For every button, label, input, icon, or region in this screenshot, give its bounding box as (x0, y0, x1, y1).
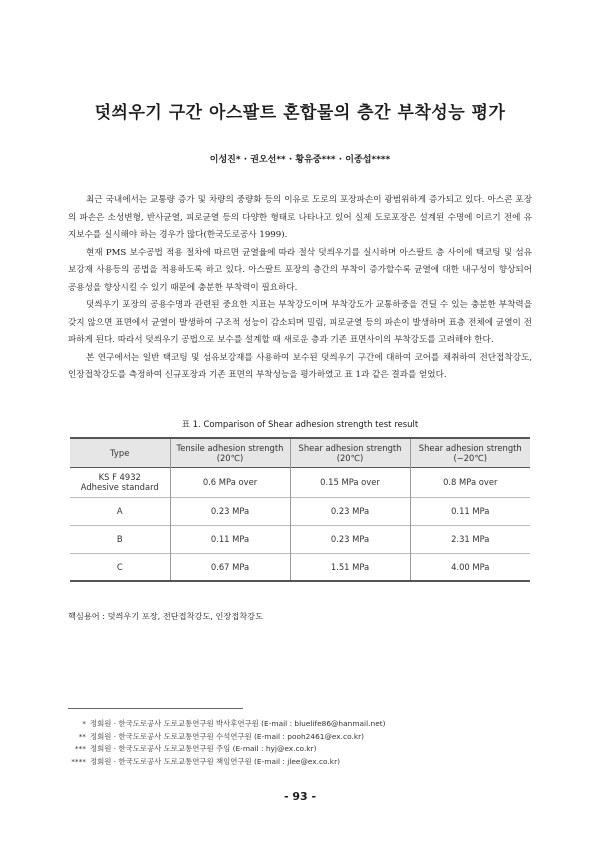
paragraph: 본 연구에서는 일반 택코팅 및 섬유보강재를 사용하여 보수된 덧씌우기 구간에 대하여 코어를 채취하여 전단접착강도, 인장접착강도를 측정하여 신규포장과 기존 표면의 부착성능을 평가하였고 표 1과 같은 결과를 얻었다. (68, 352, 532, 380)
footnote-divider (68, 708, 243, 709)
header-text: Type (110, 447, 130, 458)
value-cell: 0.23 MPa (290, 497, 410, 525)
footnote-text: 정회원 · 한국도로공사 도로교통연구원 수석연구원 (E-mail : pooh2461@ex.co.kr) (90, 731, 365, 741)
paragraph: 최근 국내에서는 교통량 증가 및 차량의 중량화 등의 이유로 도로의 포장파손이 광범위하게 증가되고 있다. 아스콘 포장의 파손은 소성변형, 반사균열, 피로균열 등의 다양한 형태로 나타나고 있어 실제 도로포장은 설계된 수명에 이르기 전에 유지보수를 실시해야 하는 경우가 많다(한국도로공사 1999). (68, 195, 532, 240)
type-cell: C (70, 553, 170, 581)
paragraph: 덧씌우기 포장의 공용수명과 관련된 중요한 지표는 부착강도이며 부착강도가 교통하중을 견딜 수 있는 충분한 부착력을 갖지 않으면 표면에서 균열이 발생하여 구조적 성능이 감소되며 밀림, 피로균열 등의 파손이 발생하며 표층 전체에 균열이 전파하게 된다. 따라서 덧씌우기 공법으로 보수를 설계할 때 새로운 층과 기존 표면사이의 부착강도를 고려해야 한다. (68, 300, 532, 345)
type-cell: A (70, 497, 170, 525)
value-cell: 0.23 MPa (170, 497, 290, 525)
header-subtext: (20℃) (216, 452, 244, 463)
page-number: - 93 - (283, 790, 317, 803)
footnote (60, 756, 540, 769)
header-cell (70, 438, 170, 467)
value-cell: 0.11 MPa (410, 497, 530, 525)
footnote (60, 718, 540, 731)
paragraph: 현재 PMS 보수공법 적용 절차에 따르면 균열율에 따라 절삭 덧씌우기를 실시하며 아스팔트 층 사이에 택코팅 및 섬유보강재 사용등의 공법을 적용하도록 하고 있다. 아스팔트 포장의 층간의 부착이 증가할수록 균열에 대한 내구성이 향상되어 공용성을 향상시킬 수 있기 때문에 충분한 부착력이 필요하다. (68, 247, 532, 293)
value-cell: 4.00 MPa (410, 553, 530, 581)
table-row (70, 497, 530, 525)
type-cell (70, 467, 170, 497)
value-cell: 0.67 MPa (170, 553, 290, 581)
footnote-mark: *** (74, 744, 86, 754)
footnote-mark: **** (71, 756, 86, 766)
value-cell: 1.51 MPa (290, 553, 410, 581)
header-cell (290, 438, 410, 467)
footnote-text: 정회원 · 한국도로공사 도로교통연구원 책임연구원 (E-mail : jlee@ex.co.kr) (90, 756, 341, 766)
header-subtext: (20℃) (336, 452, 364, 463)
table-caption: 표 1. Comparison of Shear adhesion strength test result (181, 420, 419, 430)
author-list: 이성진* · 권오선** · 황유중*** · 이종섭**** (209, 155, 391, 165)
table-row (70, 467, 530, 497)
value-cell: 0.6 MPa over (170, 467, 290, 497)
value-cell: 0.23 MPa (290, 525, 410, 553)
table-row (70, 525, 530, 553)
footnote-mark: ** (78, 731, 86, 741)
value-cell: 0.15 MPa over (290, 467, 410, 497)
abstract-body (68, 192, 532, 385)
footnote (60, 731, 540, 744)
table-header-row (70, 438, 530, 467)
results-table (70, 437, 530, 582)
footnote-mark: * (82, 719, 86, 728)
footnote-text: 정회원 · 한국도로공사 도로교통연구원 박사후연구원 (E-mail : bluelife86@hanmail.net) (90, 719, 386, 728)
type-cell: B (70, 525, 170, 553)
header-cell (410, 438, 530, 467)
value-cell: 0.8 MPa over (410, 467, 530, 497)
header-text: Shear adhesion strength (418, 442, 522, 453)
header-subtext: (−20℃) (453, 452, 488, 463)
footnote (60, 743, 540, 756)
header-cell (170, 438, 290, 467)
keywords: 핵심용어 : 덧씌우기 포장, 전단접착강도, 인장접착강도 (68, 611, 263, 621)
footnote-text: 정회원 · 한국도로공사 도로교통연구원 주임 (E-mail : hyj@ex.co.kr) (90, 744, 317, 754)
type-subtext: Adhesive standard (80, 482, 159, 492)
table-row (70, 553, 530, 581)
header-text: Tensile adhesion strength (176, 442, 284, 453)
value-cell: 0.11 MPa (170, 525, 290, 553)
paper-title: 덧씌우기 구간 아스팔트 혼합물의 층간 부착성능 평가 (94, 103, 506, 123)
footnotes (60, 718, 540, 768)
header-text: Shear adhesion strength (298, 442, 402, 453)
value-cell: 2.31 MPa (410, 525, 530, 553)
type-text: KS F 4932 (98, 472, 141, 482)
